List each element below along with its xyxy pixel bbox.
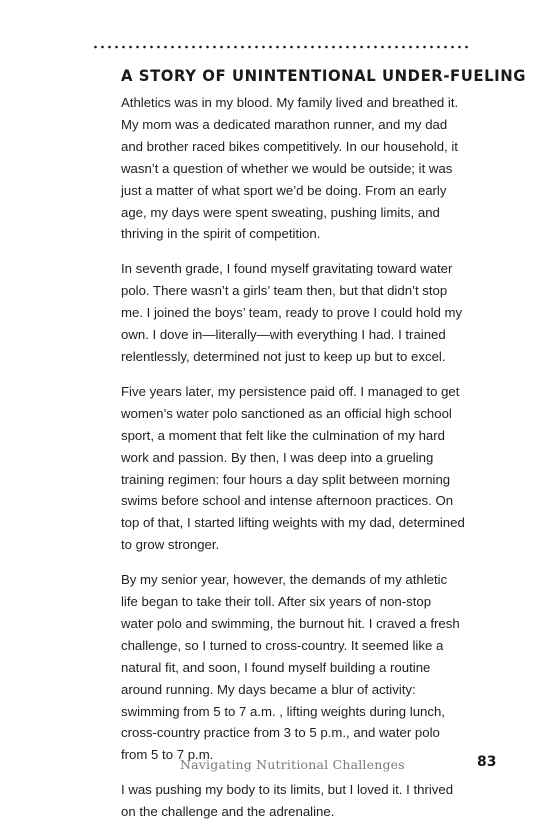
running-footer-title: Navigating Nutritional Challenges: [180, 757, 405, 772]
paragraph: I was pushing my body to its limits, but I loved it. I thrived on the challenge and the adrenaline.: [121, 782, 454, 820]
paragraph: Athletics was in my blood. My family lived and breathed it. My mom was a dedicated marathon runner, and my dad and brother raced bikes competitively. In our household, it wasn’t a question of whether we would be outside; it was just a matter of what sport we’d be doing. From an early age, my days were spent sweating, pushing limits, and thriving in the spirit of competition.: [121, 95, 459, 242]
dotted-divider: [92, 44, 472, 50]
sidebar-body: [121, 92, 466, 836]
paragraph: Five years later, my persistence paid off. I managed to get women’s water polo sanctioned as an official high school sport, a moment that felt like the culmination of my hard work and passion. By then, I was deep into a grueling training regimen: four hours a day split between morning swims before school and intense afternoon practices. On top of that, I started lifting weights with my dad, determined to grow stronger.: [121, 383, 465, 553]
page-number: 83: [477, 754, 497, 770]
paragraph: By my senior year, however, the demands of my athletic life began to take their toll. After six years of non-stop water polo and swimming, the burnout hit. I craved a fresh challenge, so I turned to cross-country. It seemed like a natural fit, and soon, I found myself building a routine around running. My days became a blur of activity: swimming from 5 to 7 a.m. , lifting weights during lunch, cross-country practice from 3 to 5 p.m., and water polo from 5 to 7 p.m.: [121, 572, 460, 763]
sidebar-title: A STORY OF UNINTENTIONAL UNDER-FUELING: [121, 66, 527, 85]
paragraph: In seventh grade, I found myself gravitating toward water polo. There wasn’t a girls’ team then, but that didn’t stop me. I joined the boys’ team, ready to prove I could hold my own. I dove in—literally—with everything I had. I trained relentlessly, determined not just to keep up but to excel.: [121, 261, 463, 364]
